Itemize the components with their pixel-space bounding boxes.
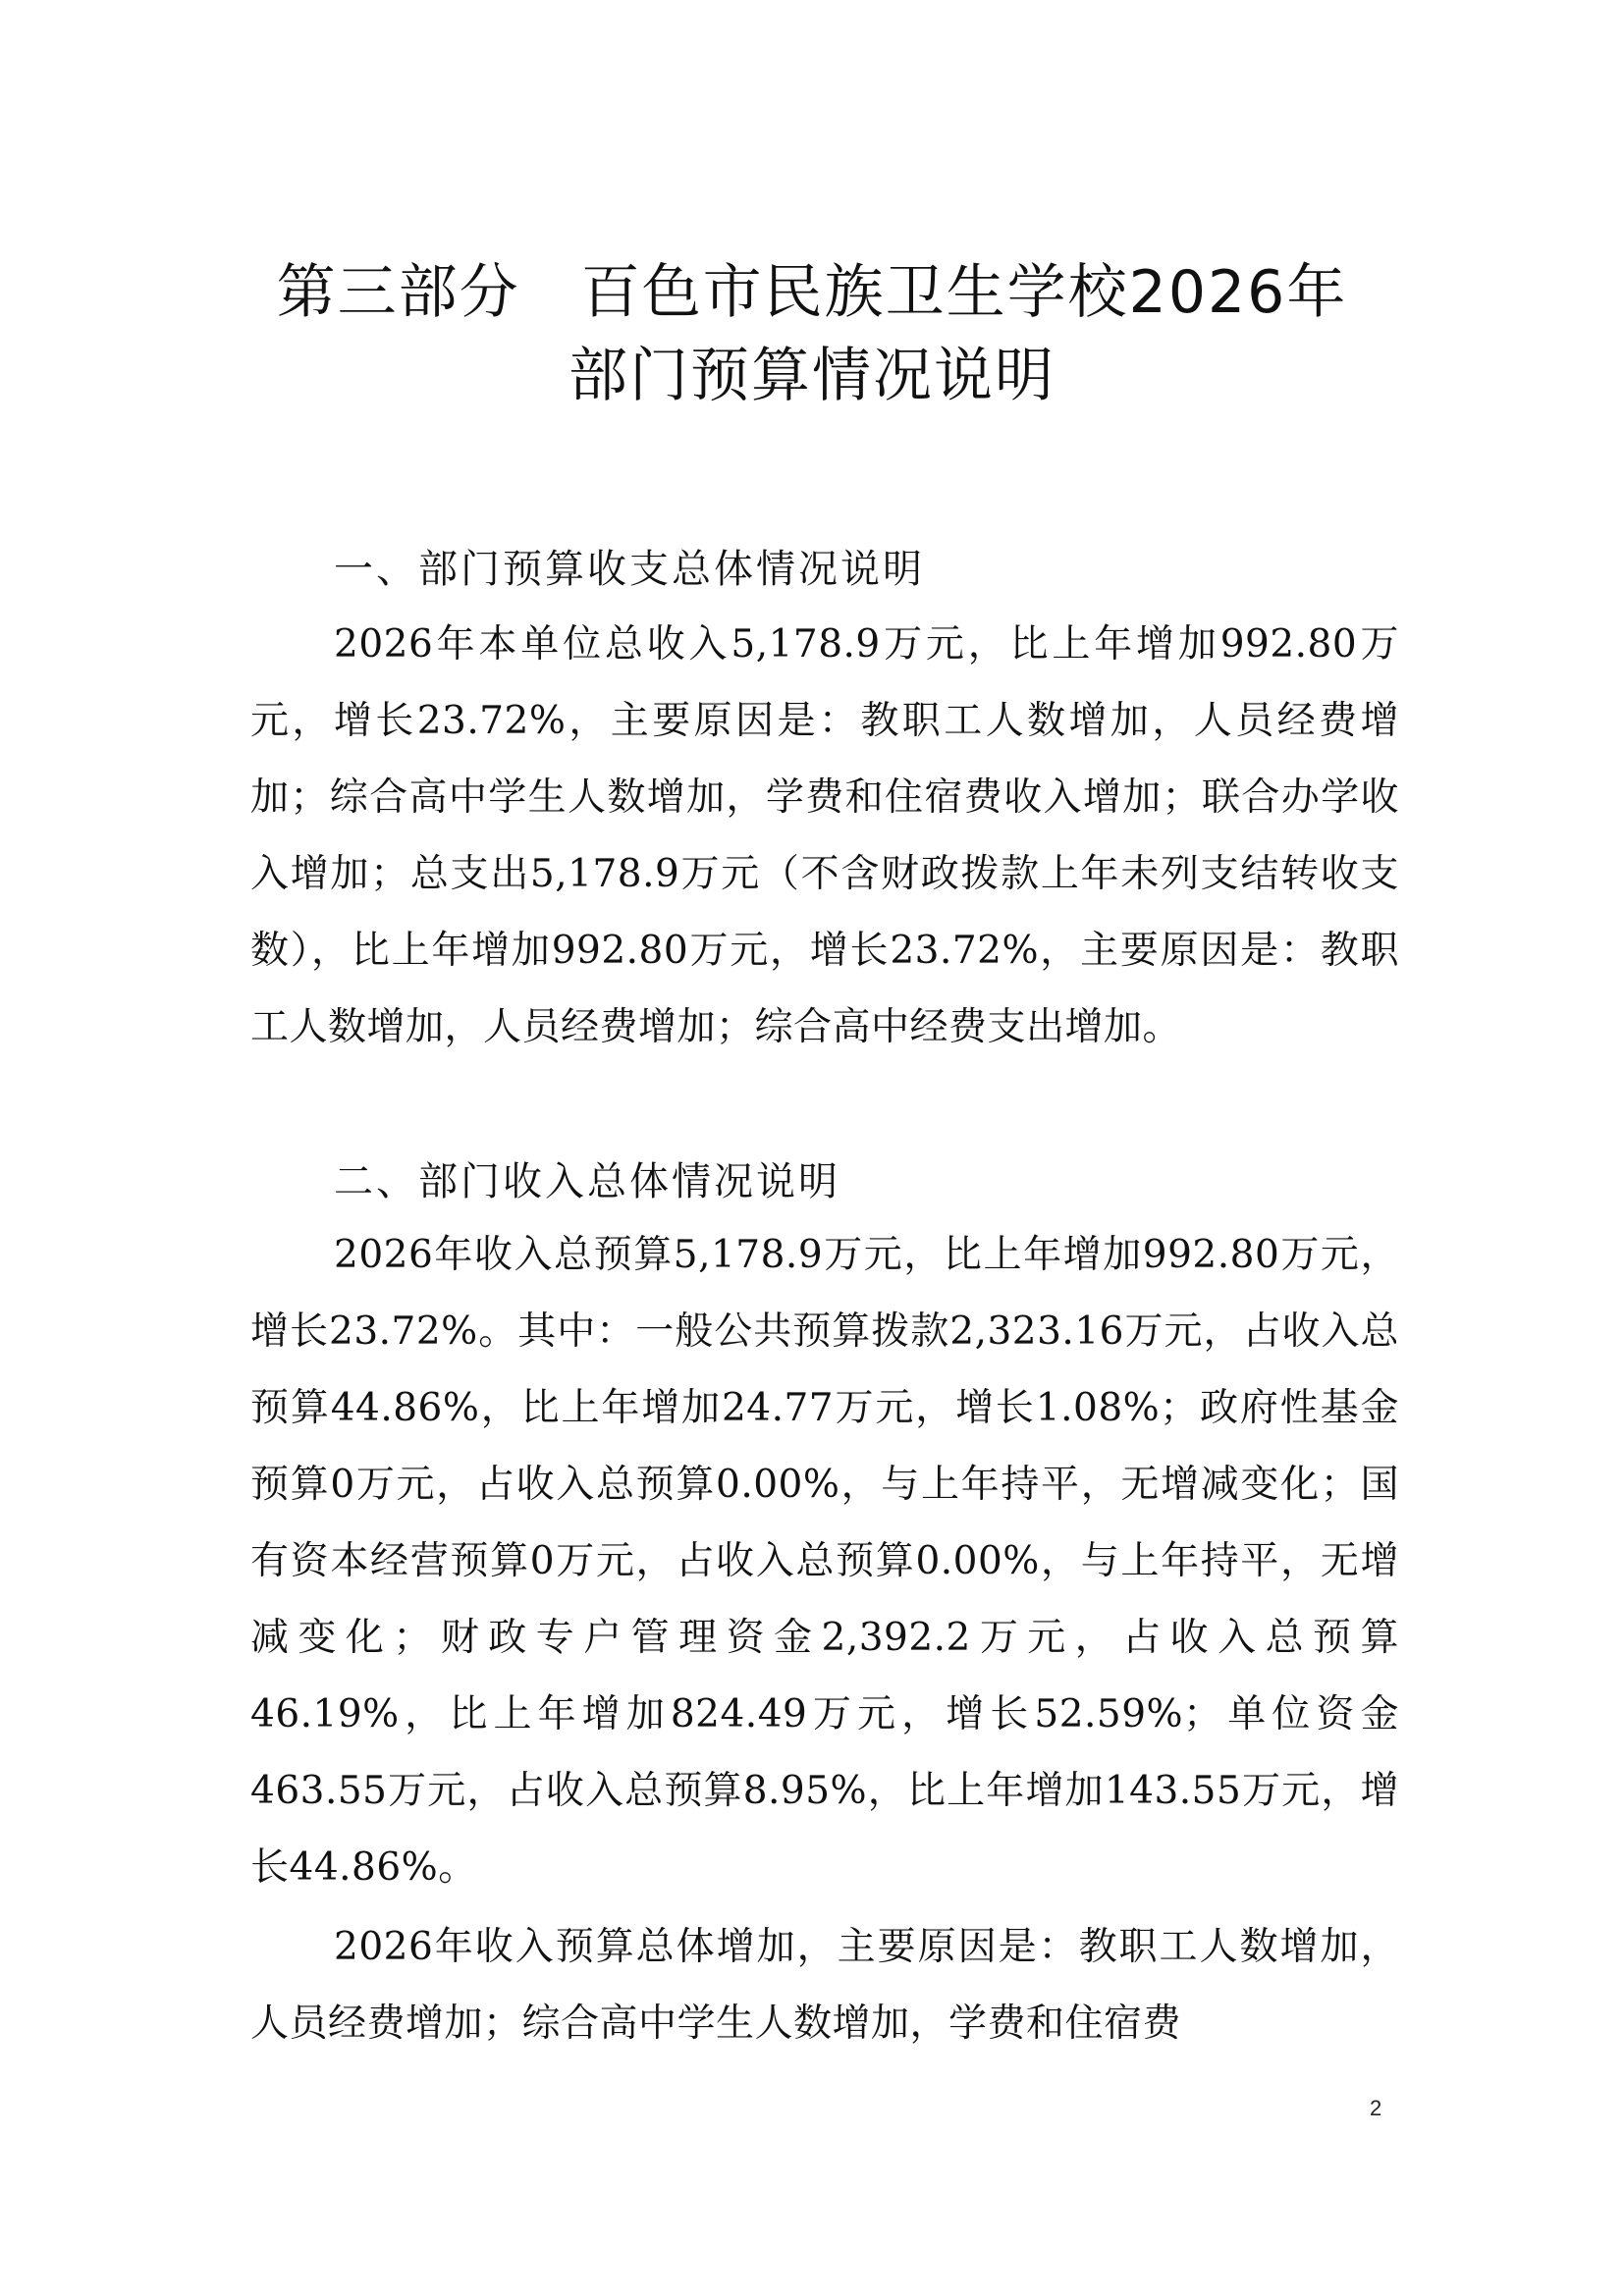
page-number: 2: [1370, 2096, 1382, 2120]
section-1-paragraph: 2026年本单位总收入5,178.9万元，比上年增加992.80万元，增长23.72%，主要原因是：教职工人数增加，人员经费增加；综合高中学生人数增加，学费和住宿费收入增加；联合办学收入增加；总支出5,178.9万元（不含财政拨款上年未列支结转收支数），比上年增加992.80万元，增长23.72%，主要原因是：教职工人数增加，人员经费增加；综合高中经费支出增加。: [250, 622, 1399, 1049]
document-title-line-1: 第三部分 百色市民族卫生学校2026年: [276, 258, 1348, 327]
document-title-line-2: 部门预算情况说明: [568, 342, 1056, 410]
section-2-paragraph-2: 2026年收入预算总体增加，主要原因是：教职工人数增加，人员经费增加；综合高中学生人数增加，学费和住宿费: [250, 1925, 1399, 2046]
section-1-heading: 一、部门预算收支总体情况说明: [334, 547, 925, 592]
section-2-heading: 二、部门收入总体情况说明: [334, 1159, 840, 1204]
section-2-paragraph-1: 2026年收入总预算5,178.9万元，比上年增加992.80万元，增长23.72%。其中：一般公共预算拨款2,323.16万元，占收入总预算44.86%，比上年增加24.77万元，增长1.08%；政府性基金预算0万元，占收入总预算0.00%，与上年持平，无增减变化；国有资本经营预算0万元，占收入总预算0.00%，与上年持平，无增减变化；财政专户管理资金2,392.2万元，占收入总预算46.19%，比上年增加824.49万元，增长52.59%；单位资金463.55万元，占收入总预算8.95%，比上年增加143.55万元，增长44.86%。: [250, 1233, 1399, 1890]
